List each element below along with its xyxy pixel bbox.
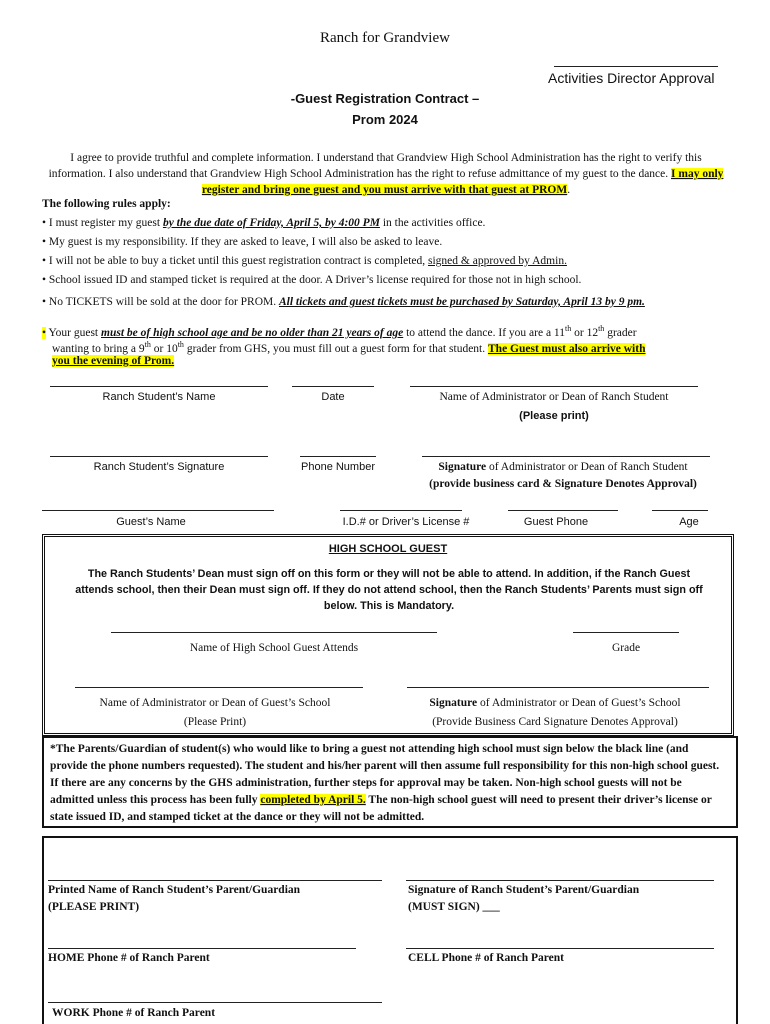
rule-6-sup1: th xyxy=(565,324,572,333)
page-title: -Guest Registration Contract – xyxy=(290,91,480,106)
intro-paragraph xyxy=(48,150,724,198)
admin-signature-label xyxy=(410,461,716,473)
guest-phone-label: Guest Phone xyxy=(523,516,589,528)
rule-3 xyxy=(42,255,567,267)
age-line[interactable] xyxy=(652,510,708,511)
rule-6-line2-post: grader from GHS, you must fill out a guest form for that student. xyxy=(183,342,488,355)
rule-2: • My guest is my responsibility. If they are asked to leave, I will also be asked to leave. xyxy=(42,236,443,248)
rule-6-sup3: th xyxy=(144,340,151,349)
rule-5-pre: • No TICKETS will be sold at the door for PROM. xyxy=(42,296,279,308)
hs-guest-heading: HIGH SCHOOL GUEST xyxy=(328,543,448,555)
rule-6-mid: to attend the dance. If you are a 11 xyxy=(403,326,565,339)
guest-name-label: Guest’s Name xyxy=(116,516,186,528)
rule-5 xyxy=(42,296,645,308)
parent-printed-name-label: Printed Name of Ranch Student’s Parent/Guardian xyxy=(48,884,301,896)
guest-admin-sig-rest: of Administrator or Dean of Guest’s School xyxy=(477,697,681,709)
parents-notice-box xyxy=(42,736,738,828)
rule-3-under: signed & approved by Admin. xyxy=(428,255,567,267)
rule-6-line1-end: grader xyxy=(604,326,637,339)
id-license-label: I.D.# or Driver’s License # xyxy=(342,516,470,528)
rule-6-line2-or: or 10 xyxy=(150,342,178,355)
date-label: Date xyxy=(321,391,345,403)
guest-admin-biz-card: (Provide Business Card Signature Denotes Approval) xyxy=(432,716,678,728)
student-signature-label: Ranch Student’s Signature xyxy=(93,461,225,473)
admin-signature-rest: of Administrator or Dean of Ranch Student xyxy=(486,461,688,473)
rule-6-sup2: th xyxy=(598,324,605,333)
rule-6-sup4: th xyxy=(177,340,184,349)
intro-text: I agree to provide truthful and complete information. I understand that Grandview High School Administration has the right to verify this information. I also understand that Grandview High School Administration has the right to refuse admittance of my guest to the dance. xyxy=(48,152,702,180)
home-phone-label: HOME Phone # of Ranch Parent xyxy=(48,952,210,964)
admin-name-label: Name of Administrator or Dean of Ranch Student xyxy=(439,391,669,403)
guest-phone-line[interactable] xyxy=(508,510,618,511)
home-phone-line[interactable] xyxy=(48,948,356,949)
admin-signature-bold: Signature xyxy=(438,461,487,473)
rule-6-pre: Your guest xyxy=(46,326,101,339)
guest-name-line[interactable] xyxy=(42,510,274,511)
admin-name-line[interactable] xyxy=(410,386,698,387)
rule-6-bullet: • xyxy=(42,326,47,339)
parents-text-post: The non-high school guest will need to present their driver’s license or state issued ID, and stamped ticket at the dance or they will not be admitted. xyxy=(50,794,712,823)
parents-text-highlight: completed by April 5. xyxy=(260,794,366,806)
rule-6-highlight-1: The Guest must also arrive with xyxy=(488,342,646,355)
rule-1-emph: by the due date of Friday, April 5, by 4:00 PM xyxy=(162,217,380,229)
parent-must-sign: (MUST SIGN) ___ xyxy=(408,901,500,913)
parent-signature-box xyxy=(42,836,738,1024)
rule-6-line3 xyxy=(52,353,174,369)
hs-school-label: Name of High School Guest Attends xyxy=(189,642,359,654)
rule-6-emph: must be of high school age and be no older than 21 years of age xyxy=(101,326,404,339)
grade-label: Grade xyxy=(611,642,641,654)
grade-line[interactable] xyxy=(573,632,679,633)
page-subtitle: Prom 2024 xyxy=(352,112,418,127)
rule-6-highlight-2: you the evening of Prom. xyxy=(52,355,175,367)
guest-admin-sig-bold: Signature xyxy=(429,697,478,709)
intro-end: . xyxy=(567,184,571,196)
parents-notice-text xyxy=(50,741,728,826)
cell-phone-line[interactable] xyxy=(406,948,714,949)
guest-admin-sig-label xyxy=(395,697,715,709)
cell-phone-label: CELL Phone # of Ranch Parent xyxy=(408,952,565,964)
rule-1 xyxy=(42,217,485,229)
phone-label: Phone Number xyxy=(301,461,375,473)
student-signature-line[interactable] xyxy=(50,456,268,457)
approval-signature-line[interactable] xyxy=(554,66,718,67)
parents-text-pre: *The Parents/Guardian of student(s) who would like to bring a guest not attending high school must sign below the black line (and provide the phone numbers requested). The student and his/her parent will then assume full responsibility for this non-high school guest. If there are any concerns by the GHS administration, further steps for approval may be taken. Non-high school guests will not be admitted unless this process has been fully xyxy=(50,743,720,806)
guest-admin-print: (Please Print) xyxy=(183,716,247,728)
parent-signature-label: Signature of Ranch Student’s Parent/Guardian xyxy=(408,884,640,896)
guest-admin-label: Name of Administrator or Dean of Guest’s School xyxy=(99,697,331,709)
high-school-guest-box xyxy=(42,534,734,736)
admin-business-card: (provide business card & Signature Denotes Approval) xyxy=(429,478,697,490)
id-license-line[interactable] xyxy=(340,510,462,511)
date-line[interactable] xyxy=(292,386,374,387)
admin-please-print: (Please print) xyxy=(519,410,589,422)
rule-6-line2-pre: wanting to bring a 9 xyxy=(52,342,145,355)
rule-5-emph: All tickets and guest tickets must be purchased by Saturday, April 13 by 9 pm. xyxy=(279,296,645,308)
rule-1-pre: • I must register my guest xyxy=(42,217,163,229)
student-name-line[interactable] xyxy=(50,386,268,387)
phone-line[interactable] xyxy=(300,456,376,457)
rule-1-post: in the activities office. xyxy=(379,217,486,229)
approval-label: Activities Director Approval xyxy=(548,70,715,86)
guest-admin-sig-line[interactable] xyxy=(407,687,709,688)
admin-signature-line[interactable] xyxy=(422,456,710,457)
school-name: Ranch for Grandview xyxy=(320,30,450,46)
rule-3-pre: • I will not be able to buy a ticket until this guest registration contract is completed, xyxy=(42,255,428,267)
hs-guest-text: The Ranch Students’ Dean must sign off on this form or they will not be able to attend. In addition, if the Ranch Guest attends school, then their Dean must sign off. If they do not attend school, then the Ranch Students’ Parents must sign off below. This is Mandatory. xyxy=(75,568,703,612)
parent-signature-line[interactable] xyxy=(406,880,714,881)
age-label: Age xyxy=(679,516,699,528)
rule-4: • School issued ID and stamped ticket is required at the door. A Driver’s license required for those not in high school. xyxy=(42,274,582,286)
parent-please-print: (PLEASE PRINT) xyxy=(48,901,140,913)
student-name-label: Ranch Student’s Name xyxy=(102,391,216,403)
parent-printed-name-line[interactable] xyxy=(48,880,382,881)
rules-heading: The following rules apply: xyxy=(42,198,171,210)
guest-admin-line[interactable] xyxy=(75,687,363,688)
work-phone-line[interactable] xyxy=(48,1002,382,1003)
intro-highlight: I may only register and bring one guest and you must arrive with that guest at PROM xyxy=(201,168,724,196)
hs-school-line[interactable] xyxy=(111,632,437,633)
rule-6-or: or 12 xyxy=(571,326,599,339)
work-phone-label: WORK Phone # of Ranch Parent xyxy=(52,1007,216,1019)
